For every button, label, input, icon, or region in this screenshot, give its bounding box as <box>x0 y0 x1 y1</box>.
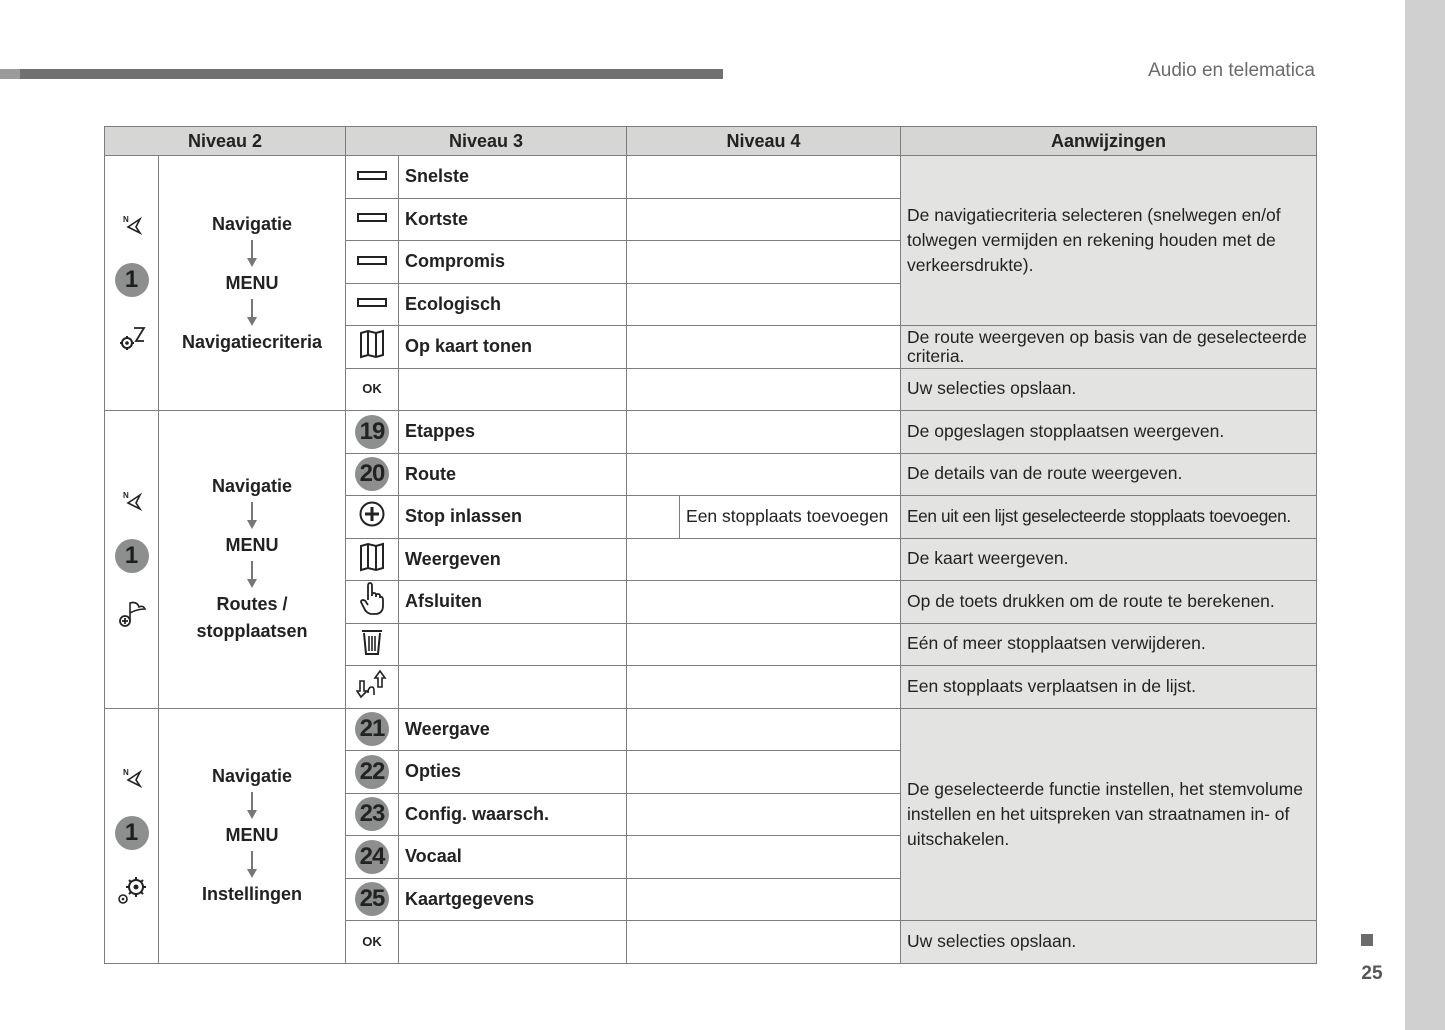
path-step-menu: MENU <box>225 272 279 293</box>
button-number-badge: 1 <box>115 539 149 573</box>
level4-add-stop: Een stopplaats toevoegen <box>680 496 901 539</box>
level4-cell <box>627 283 901 326</box>
section-title: Audio en telematica <box>1148 60 1315 81</box>
option-empty <box>399 666 627 709</box>
level4-cell <box>627 581 901 624</box>
arrow-down-icon <box>246 502 258 530</box>
plus-circle-icon <box>346 496 399 539</box>
column-header-niveau-3: Niveau 3 <box>346 127 627 156</box>
group-3-buttons <box>105 708 159 963</box>
note-cell: De details van de route weergeven. <box>901 453 1317 496</box>
navigation-arrow-icon <box>120 489 144 513</box>
level4-cell <box>627 368 901 411</box>
path-step-instellingen: Instellingen <box>202 884 303 904</box>
level4-cell <box>627 793 901 836</box>
level4-cell <box>627 708 901 751</box>
group-1-menu-path <box>159 156 346 411</box>
pointing-hand-icon <box>346 581 399 624</box>
dash-button-icon <box>346 241 399 284</box>
note-cell: De opgeslagen stopplaatsen weergeven. <box>901 411 1317 454</box>
page-side-strip <box>1405 0 1445 1030</box>
number-button-icon: 20 <box>346 453 399 496</box>
level4-spacer-cell <box>627 496 680 539</box>
option-route: Route <box>399 453 627 496</box>
option-empty <box>399 368 627 411</box>
option-opties: Opties <box>399 751 627 794</box>
column-header-niveau-2: Niveau 2 <box>105 127 346 156</box>
option-weergeven: Weergeven <box>399 538 627 581</box>
menu-table <box>104 126 1317 964</box>
option-ecologisch: Ecologisch <box>399 283 627 326</box>
option-snelste: Snelste <box>399 156 627 199</box>
level4-cell <box>627 198 901 241</box>
level4-cell <box>627 156 901 199</box>
level4-cell <box>627 241 901 284</box>
arrow-down-icon <box>246 561 258 589</box>
dash-button-icon <box>346 283 399 326</box>
column-header-aanwijzingen: Aanwijzingen <box>901 127 1317 156</box>
trash-icon <box>346 623 399 666</box>
map-icon <box>346 326 399 369</box>
level4-cell <box>627 538 901 581</box>
page-number: 25 <box>1361 963 1383 984</box>
number-button-icon: 19 <box>346 411 399 454</box>
option-op-kaart-tonen: Op kaart tonen <box>399 326 627 369</box>
level4-cell <box>627 623 901 666</box>
svg-text:N: N <box>122 767 129 777</box>
note-cell: Een uit een lijst geselecteerde stopplaats toevoegen. <box>901 496 1317 539</box>
header-rule-tick <box>0 69 20 79</box>
option-config-waarsch: Config. waarsch. <box>399 793 627 836</box>
group-1-buttons <box>105 156 159 411</box>
level4-cell <box>627 453 901 496</box>
group-3-menu-path <box>159 708 346 963</box>
option-stop-inlassen: Stop inlassen <box>399 496 627 539</box>
note-cell: Een stopplaats verplaatsen in de lijst. <box>901 666 1317 709</box>
column-header-niveau-4: Niveau 4 <box>627 127 901 156</box>
dash-button-icon <box>346 198 399 241</box>
level4-cell <box>627 666 901 709</box>
number-button-icon: 21 <box>346 708 399 751</box>
path-step-menu: MENU <box>225 535 279 556</box>
note-save-selections: Uw selecties opslaan. <box>901 368 1317 411</box>
path-step-stopplaatsen: stopplaatsen <box>196 621 308 642</box>
number-button-icon: 24 <box>346 836 399 879</box>
level4-cell <box>627 326 901 369</box>
map-icon <box>346 538 399 581</box>
table-row <box>105 708 1317 751</box>
arrow-down-icon <box>246 299 258 327</box>
arrow-down-icon <box>246 792 258 820</box>
number-button-icon: 23 <box>346 793 399 836</box>
header-rule <box>0 69 723 79</box>
svg-text:N: N <box>122 491 129 501</box>
option-etappes: Etappes <box>399 411 627 454</box>
level4-cell <box>627 878 901 921</box>
number-button-icon: 22 <box>346 751 399 794</box>
table-row <box>105 156 1317 199</box>
option-kortste: Kortste <box>399 198 627 241</box>
settings-gear-icon <box>116 876 148 906</box>
note-show-on-map: De route weergeven op basis van de geselecteerde criteria. <box>901 326 1317 369</box>
level4-cell <box>627 411 901 454</box>
note-navigation-criteria: De navigatiecriteria selecteren (snelwegen en/of tolwegen vermijden en rekening houden met de verkeersdrukte). <box>901 156 1317 326</box>
option-empty <box>399 623 627 666</box>
level4-cell <box>627 751 901 794</box>
level4-cell <box>627 921 901 964</box>
option-compromis: Compromis <box>399 241 627 284</box>
note-cell: De kaart weergeven. <box>901 538 1317 581</box>
group-2-buttons <box>105 411 159 709</box>
dash-button-icon <box>346 156 399 199</box>
path-step-navigatie: Navigatie <box>211 766 293 786</box>
add-waypoint-flag-icon <box>117 599 147 629</box>
option-kaartgegevens: Kaartgegevens <box>399 878 627 921</box>
navigation-arrow-icon <box>120 213 144 237</box>
ok-button-icon: OK <box>346 921 399 964</box>
navigation-settings-icon <box>117 323 147 353</box>
move-up-down-icon <box>346 666 399 709</box>
level4-cell <box>627 836 901 879</box>
note-save-selections: Uw selecties opslaan. <box>901 921 1317 964</box>
note-settings: De geselecteerde functie instellen, het stemvolume instellen en het uitspreken van straatnamen in- of uitschakelen. <box>901 708 1317 921</box>
button-number-badge: 1 <box>115 816 149 850</box>
option-vocaal: Vocaal <box>399 836 627 879</box>
arrow-down-icon <box>246 240 258 268</box>
number-button-icon: 25 <box>346 878 399 921</box>
path-step-navigatiecriteria: Navigatiecriteria <box>181 331 323 352</box>
ok-button-icon: OK <box>346 368 399 411</box>
option-weergave: Weergave <box>399 708 627 751</box>
path-step-navigatie: Navigatie <box>211 213 293 234</box>
option-afsluiten: Afsluiten <box>399 581 627 624</box>
button-number-badge: 1 <box>115 263 149 297</box>
option-empty <box>399 921 627 964</box>
group-2-menu-path <box>159 411 346 709</box>
navigation-arrow-icon <box>120 766 144 790</box>
path-step-routes: Routes / <box>216 594 288 615</box>
path-step-navigatie: Navigatie <box>211 476 293 497</box>
section-end-marker <box>1361 934 1373 946</box>
path-step-menu: MENU <box>225 825 279 845</box>
svg-text:N: N <box>122 215 129 224</box>
arrow-down-icon <box>246 851 258 879</box>
table-row <box>105 411 1317 454</box>
note-cell: Op de toets drukken om de route te berekenen. <box>901 581 1317 624</box>
note-cell: Eén of meer stopplaatsen verwijderen. <box>901 623 1317 666</box>
